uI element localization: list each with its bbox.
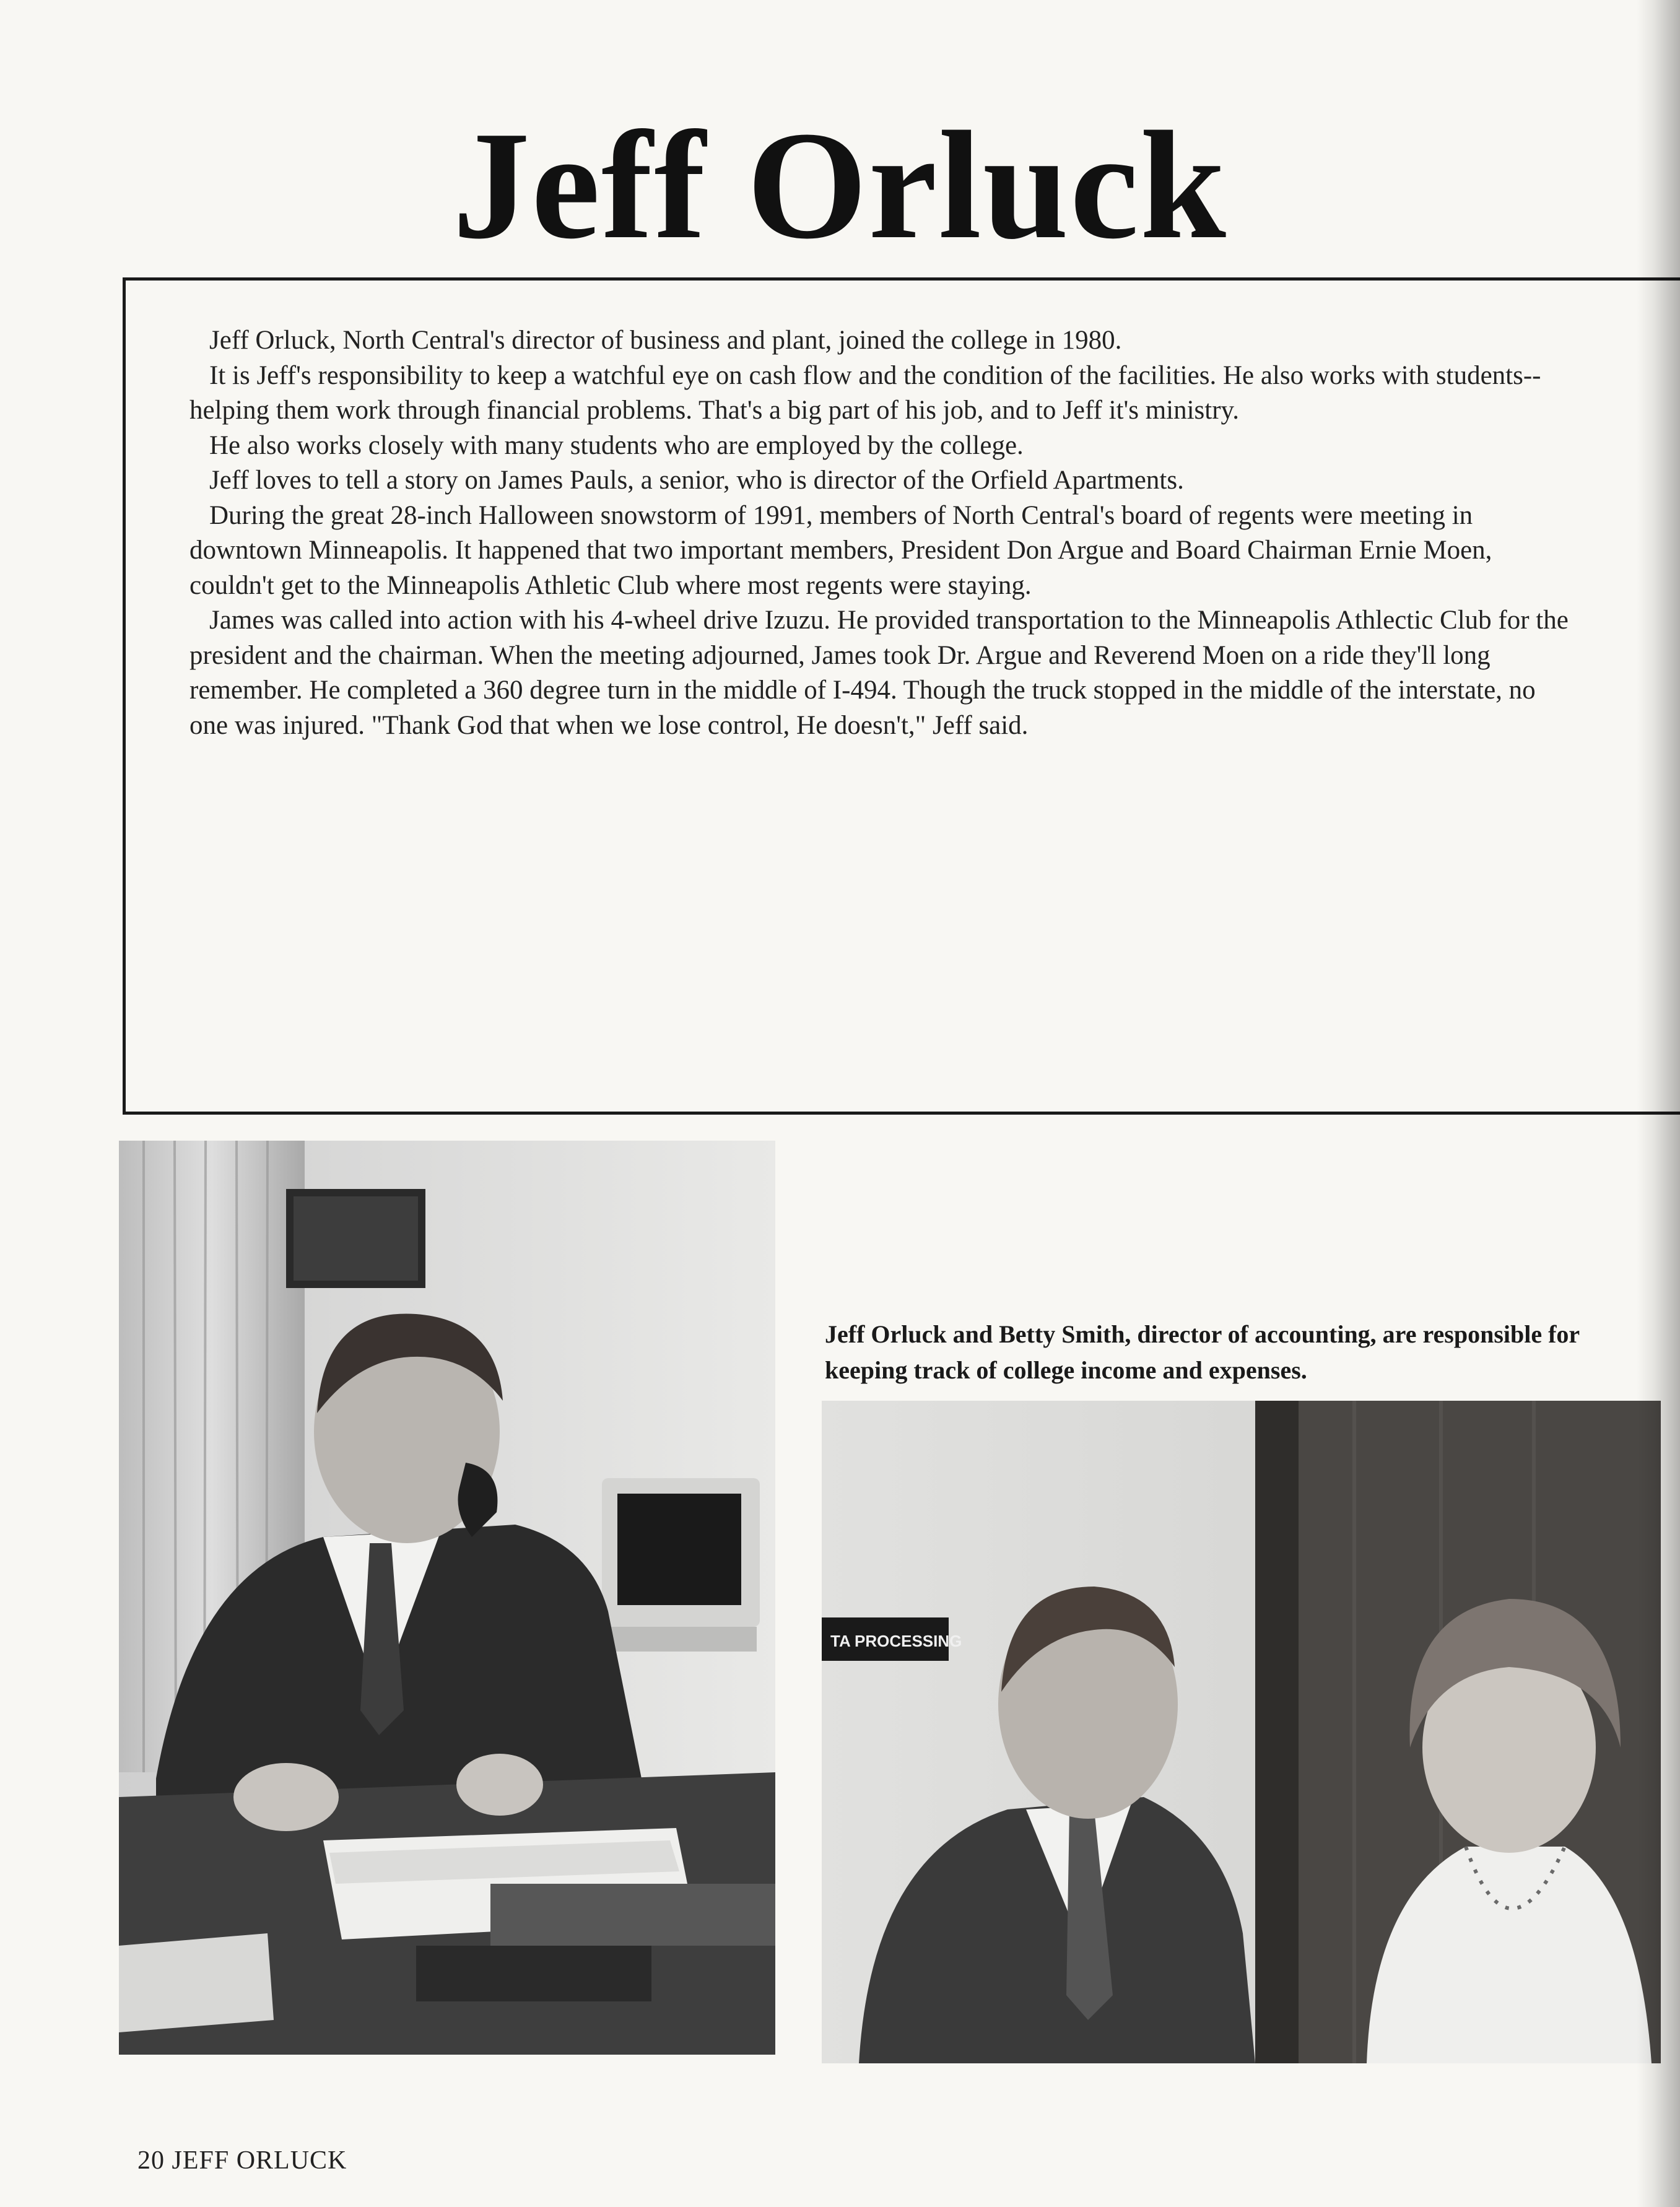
story-paragraph: Jeff Orluck, North Central's director of business and plant, joined the college in 1980.: [209, 326, 1122, 355]
story-paragraph: James was called into action with his 4-wheel drive Izuzu. He provided transportation to the Minneapolis Athlectic Club for the president and the chairman. When the meeting adjourned, James took Dr. Argue and Reverend Moen on a ride they'll long remember. He completed a 360 degree turn in the middle of I-494. Though the truck stopped in the middle of the interstate, no one was injured. "Thank God that when we lose control, He doesn't," Jeff said.: [189, 606, 1569, 740]
story-paragraph: During the great 28-inch Halloween snowstorm of 1991, members of North Central's board of regents were meeting in downtown Minneapolis. It happened that two important members, President Don Argue and Board Chairman Ernie Moen, couldn't get to the Minneapolis Athletic Club where most regents were staying.: [189, 500, 1492, 600]
door-sign-text: TA PROCESSING: [830, 1632, 962, 1650]
page-title: Jeff Orluck: [453, 100, 1227, 271]
story-paragraph: He also works closely with many students who are employed by the college.: [209, 430, 1024, 460]
story-paragraph: It is Jeff's responsibility to keep a watchful eye on cash flow and the condition of the facilities. He also works with students--helping them work through financial problems. That's a big part of his job, and to Jeff it's ministry.: [189, 360, 1541, 425]
story-paragraph: Jeff loves to tell a story on James Pauls, a senior, who is director of the Orfield Apartments.: [209, 466, 1184, 495]
photo-caption: Jeff Orluck and Betty Smith, director of accounting, are responsible for keeping track of college income and expenses.: [825, 1320, 1580, 1384]
page-folio: 20 JEFF ORLUCK: [137, 2146, 347, 2175]
photo-desk-phone: [119, 1141, 775, 2055]
binding-shadow: [1637, 0, 1680, 2207]
photo-two-people: [822, 1401, 1661, 2063]
story-body: [189, 323, 1577, 743]
